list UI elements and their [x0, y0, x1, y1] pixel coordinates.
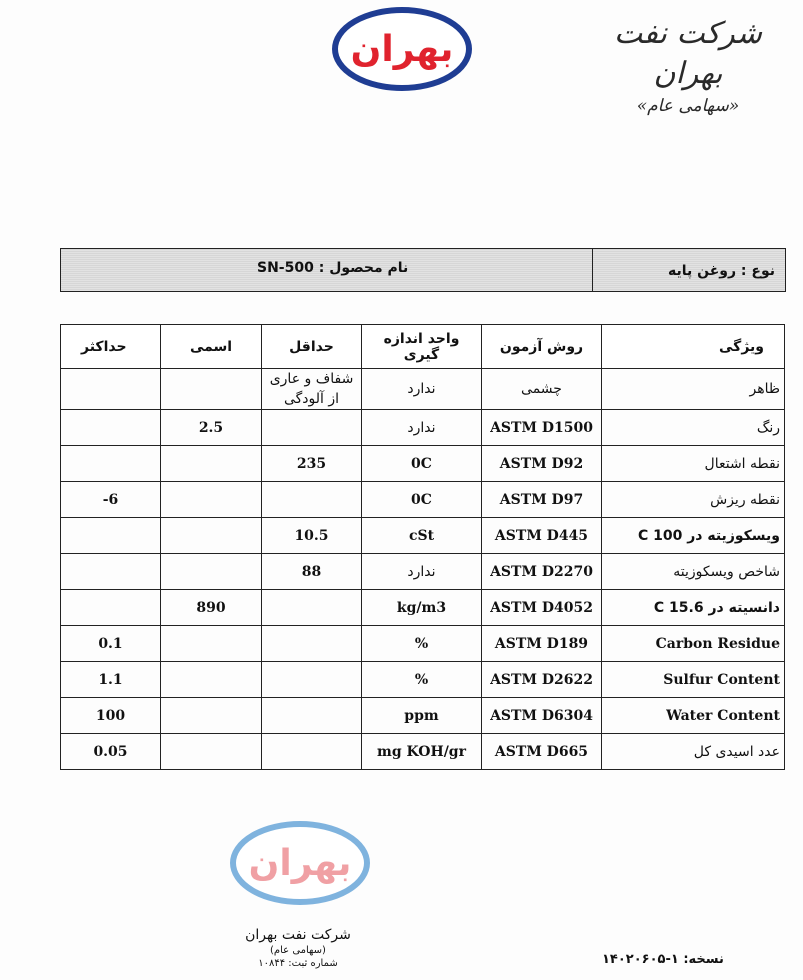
- cell-max: [61, 446, 161, 482]
- cell-method: ASTM D6304: [482, 698, 602, 734]
- stamp-company-type: (سهامی عام): [270, 945, 326, 956]
- cell-unit: cSt: [362, 518, 482, 554]
- cell-property: نقطه ریزش: [602, 482, 785, 518]
- header-max: حداکثر: [61, 325, 161, 369]
- product-name: نام محصول : SN-500: [257, 260, 409, 276]
- cell-method: چشمی: [482, 369, 602, 410]
- table-row: [61, 369, 785, 410]
- cell-unit: kg/m3: [362, 590, 482, 626]
- table-row: [61, 554, 785, 590]
- table-row: [61, 698, 785, 734]
- svg-text:بهران: بهران: [350, 29, 454, 70]
- cell-property: ظاهر: [602, 369, 785, 410]
- table-row: [61, 446, 785, 482]
- cell-property: Water Content: [602, 698, 785, 734]
- cell-unit: ppm: [362, 698, 482, 734]
- cell-method: ASTM D445: [482, 518, 602, 554]
- header-method: روش آزمون: [482, 325, 602, 369]
- cell-unit: mg KOH/gr: [362, 734, 482, 770]
- table-row: [61, 662, 785, 698]
- header-property: ویژگی: [602, 325, 785, 369]
- company-type: «سهامی عام»: [636, 96, 740, 116]
- cell-max: [61, 410, 161, 446]
- cell-unit: %: [362, 626, 482, 662]
- cell-property: عدد اسیدی کل: [602, 734, 785, 770]
- cell-method: ASTM D189: [482, 626, 602, 662]
- cell-max: -6: [61, 482, 161, 518]
- cell-min: 10.5: [262, 518, 362, 554]
- cell-method: ASTM D1500: [482, 410, 602, 446]
- cell-max: [61, 518, 161, 554]
- cell-nominal: [161, 662, 262, 698]
- svg-text:بهران: بهران: [248, 843, 352, 884]
- cell-nominal: [161, 734, 262, 770]
- header-min: حداقل: [262, 325, 362, 369]
- cell-nominal: 890: [161, 590, 262, 626]
- cell-max: 0.1: [61, 626, 161, 662]
- cell-unit: ندارد: [362, 369, 482, 410]
- company-name: شرکت نفت بهران: [614, 16, 762, 91]
- cell-min: [262, 626, 362, 662]
- cell-nominal: [161, 698, 262, 734]
- cell-min: [262, 734, 362, 770]
- cell-property: دانسیته در 15.6 C: [602, 590, 785, 626]
- cell-min: [262, 662, 362, 698]
- cell-max: 0.05: [61, 734, 161, 770]
- cell-min: 88: [262, 554, 362, 590]
- header-unit: واحد اندازه گیری: [362, 325, 482, 369]
- cell-nominal: [161, 482, 262, 518]
- product-name-cell: [61, 249, 593, 291]
- cell-unit: ندارد: [362, 410, 482, 446]
- cell-method: ASTM D2622: [482, 662, 602, 698]
- cell-min: [262, 698, 362, 734]
- product-type-cell: [593, 249, 785, 291]
- cell-method: ASTM D4052: [482, 590, 602, 626]
- bahran-logo: [331, 6, 473, 92]
- product-info-bar: [60, 248, 786, 292]
- cell-method: ASTM D92: [482, 446, 602, 482]
- cell-property: Carbon Residue: [602, 626, 785, 662]
- cell-property: نقطه اشتعال: [602, 446, 785, 482]
- cell-property: ویسکوزیته در 100 C: [602, 518, 785, 554]
- stamp-company-name: شرکت نفت بهران: [245, 927, 351, 943]
- cell-method: ASTM D97: [482, 482, 602, 518]
- stamp-registration: شماره ثبت: ۱۰۸۴۴: [258, 958, 338, 969]
- table-row: [61, 482, 785, 518]
- cell-nominal: [161, 446, 262, 482]
- cell-nominal: 2.5: [161, 410, 262, 446]
- cell-max: [61, 369, 161, 410]
- cell-property: شاخص ویسکوزیته: [602, 554, 785, 590]
- spec-table: [60, 324, 785, 770]
- document-version: نسخه: ۱-۱۴۰۲۰۶۰۵: [602, 952, 724, 967]
- table-row: [61, 734, 785, 770]
- table-row: [61, 590, 785, 626]
- cell-nominal: [161, 518, 262, 554]
- cell-unit: 0C: [362, 482, 482, 518]
- header-nominal: اسمی: [161, 325, 262, 369]
- cell-min: شفاف و عاری از آلودگی: [262, 369, 362, 410]
- cell-method: ASTM D665: [482, 734, 602, 770]
- cell-min: [262, 410, 362, 446]
- cell-nominal: [161, 626, 262, 662]
- cell-min: [262, 590, 362, 626]
- table-row: [61, 518, 785, 554]
- cell-nominal: [161, 554, 262, 590]
- cell-nominal: [161, 369, 262, 410]
- cell-unit: %: [362, 662, 482, 698]
- cell-unit: 0C: [362, 446, 482, 482]
- cell-max: 100: [61, 698, 161, 734]
- table-header-row: [61, 325, 785, 369]
- cell-min: [262, 482, 362, 518]
- cell-min: 235: [262, 446, 362, 482]
- cell-method: ASTM D2270: [482, 554, 602, 590]
- table-row: [61, 410, 785, 446]
- company-header: [590, 14, 786, 118]
- cell-max: 1.1: [61, 662, 161, 698]
- cell-property: Sulfur Content: [602, 662, 785, 698]
- product-type: نوع : روغن پایه: [667, 263, 775, 279]
- bahran-logo-stamp: [229, 820, 371, 906]
- cell-unit: ندارد: [362, 554, 482, 590]
- cell-max: [61, 590, 161, 626]
- table-row: [61, 626, 785, 662]
- company-stamp: [238, 926, 358, 970]
- cell-property: رنگ: [602, 410, 785, 446]
- cell-max: [61, 554, 161, 590]
